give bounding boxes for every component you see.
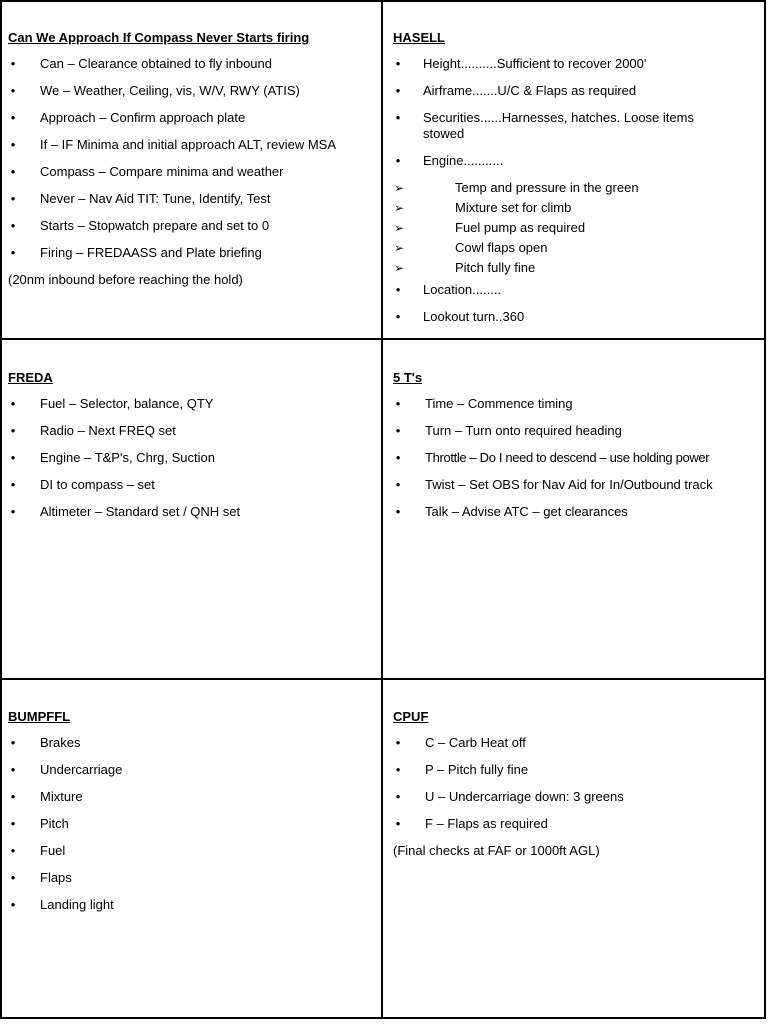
bullet-icon: • <box>395 477 401 492</box>
canwe-section <box>8 30 378 288</box>
bullet-icon: • <box>395 56 401 71</box>
cpuf-note: (Final checks at FAF or 1000ft AGL) <box>393 843 600 858</box>
list-item: • Talk – Advise ATC – get clearances <box>393 504 765 520</box>
bullet-icon: • <box>395 504 401 519</box>
bullet-icon: • <box>395 423 401 438</box>
list-item: • Fuel <box>8 843 378 859</box>
list-item: • Height..........Sufficient to recover 2000' <box>393 56 763 72</box>
arrow-bullet-icon: ➢ <box>393 221 405 235</box>
column-divider <box>381 0 383 1019</box>
bullet-icon: • <box>10 191 16 206</box>
list-item: • Can – Clearance obtained to fly inbound <box>8 56 378 72</box>
cpuf-title: CPUF <box>393 709 429 724</box>
bullet-icon: • <box>10 816 16 831</box>
list-item: • Time – Commence timing <box>393 396 765 412</box>
list-item: • We – Weather, Ceiling, vis, W/V, RWY (ATIS) <box>8 83 378 99</box>
bullet-icon: • <box>395 282 401 297</box>
list-item: • Location........ <box>393 282 763 298</box>
list-item: • F – Flaps as required <box>393 816 763 832</box>
bullet-icon: • <box>10 245 16 260</box>
bullet-icon: • <box>10 396 16 411</box>
list-item: • Twist – Set OBS for Nav Aid for In/Outbound track <box>393 477 765 493</box>
arrow-bullet-icon: ➢ <box>393 201 405 215</box>
cpuf-list <box>393 735 763 832</box>
list-item: • Approach – Confirm approach plate <box>8 110 378 126</box>
bullet-icon: • <box>395 309 401 324</box>
list-item: • Brakes <box>8 735 378 751</box>
list-item: • Altimeter – Standard set / QNH set <box>8 504 378 520</box>
list-item: • Never – Nav Aid TIT: Tune, Identify, Test <box>8 191 378 207</box>
bullet-icon: • <box>395 735 401 750</box>
canwe-title: Can We Approach If Compass Never Starts firing <box>8 30 310 45</box>
bullet-icon: • <box>10 56 16 71</box>
bullet-icon: • <box>10 870 16 885</box>
bumpffl-title: BUMPFFL <box>8 709 71 724</box>
list-item: • Mixture <box>8 789 378 805</box>
list-item: • Pitch <box>8 816 378 832</box>
list-item: • Engine........... <box>393 153 763 169</box>
hasell-title: HASELL <box>393 30 445 45</box>
cpuf-section <box>393 709 763 859</box>
canwe-note: (20nm inbound before reaching the hold) <box>8 272 243 287</box>
arrow-bullet-icon: ➢ <box>393 261 405 275</box>
freda-section <box>8 370 378 531</box>
bullet-icon: • <box>10 843 16 858</box>
engine-subitem: ➢ Temp and pressure in the green <box>393 180 639 195</box>
bullet-icon: • <box>10 504 16 519</box>
list-item: • Undercarriage <box>8 762 378 778</box>
list-item: • If – IF Minima and initial approach ALT, review MSA <box>8 137 378 153</box>
hasell-section <box>393 30 763 336</box>
freda-title: FREDA <box>8 370 53 385</box>
bullet-icon: • <box>10 218 16 233</box>
list-item: • Firing – FREDAASS and Plate briefing <box>8 245 378 261</box>
list-item: • U – Undercarriage down: 3 greens <box>393 789 763 805</box>
list-item: • Starts – Stopwatch prepare and set to 0 <box>8 218 378 234</box>
bullet-icon: • <box>10 897 16 912</box>
list-item: • Securities......Harnesses, hatches. Loose items stowed <box>393 110 763 142</box>
fivets-title: 5 T's <box>393 370 423 385</box>
bullet-icon: • <box>10 477 16 492</box>
list-item: • Landing light <box>8 897 378 913</box>
arrow-bullet-icon: ➢ <box>393 241 405 255</box>
engine-subitem: ➢ Fuel pump as required <box>393 220 586 235</box>
list-item: • Throttle – Do I need to descend – use holding power <box>393 450 765 466</box>
bullet-icon: • <box>10 164 16 179</box>
bullet-icon: • <box>10 762 16 777</box>
bumpffl-list <box>8 735 378 913</box>
bullet-icon: • <box>10 137 16 152</box>
list-item: • Flaps <box>8 870 378 886</box>
bullet-icon: • <box>10 423 16 438</box>
list-item: • Airframe.......U/C & Flaps as required <box>393 83 763 99</box>
list-item: • Turn – Turn onto required heading <box>393 423 765 439</box>
fivets-section <box>393 370 765 531</box>
row-divider-2 <box>0 678 766 680</box>
hasell-list <box>393 56 763 325</box>
bullet-icon: • <box>395 762 401 777</box>
fivets-list <box>393 396 765 520</box>
bullet-icon: • <box>395 83 401 98</box>
bullet-icon: • <box>10 83 16 98</box>
bullet-icon: • <box>395 110 401 125</box>
list-item: • Compass – Compare minima and weather <box>8 164 378 180</box>
engine-subitem: ➢ Mixture set for climb <box>393 200 572 215</box>
list-item: • Engine – T&P's, Chrg, Suction <box>8 450 378 466</box>
bumpffl-section <box>8 709 378 924</box>
bullet-icon: • <box>395 816 401 831</box>
bullet-icon: • <box>395 789 401 804</box>
list-item: • Lookout turn..360 <box>393 309 763 325</box>
bullet-icon: • <box>10 735 16 750</box>
bullet-icon: • <box>395 396 401 411</box>
row-divider-1 <box>0 338 766 340</box>
list-item: • C – Carb Heat off <box>393 735 763 751</box>
freda-list <box>8 396 378 520</box>
list-item: • Fuel – Selector, balance, QTY <box>8 396 378 412</box>
list-item: • DI to compass – set <box>8 477 378 493</box>
bullet-icon: • <box>395 153 401 168</box>
list-item: • Radio – Next FREQ set <box>8 423 378 439</box>
engine-subitem: ➢ Cowl flaps open <box>393 240 548 255</box>
engine-subitem: ➢ Pitch fully fine <box>393 260 536 275</box>
list-item: • P – Pitch fully fine <box>393 762 763 778</box>
canwe-list <box>8 56 378 261</box>
arrow-bullet-icon: ➢ <box>393 181 405 195</box>
bullet-icon: • <box>10 450 16 465</box>
bullet-icon: • <box>10 789 16 804</box>
bullet-icon: • <box>10 110 16 125</box>
bullet-icon: • <box>395 450 401 465</box>
